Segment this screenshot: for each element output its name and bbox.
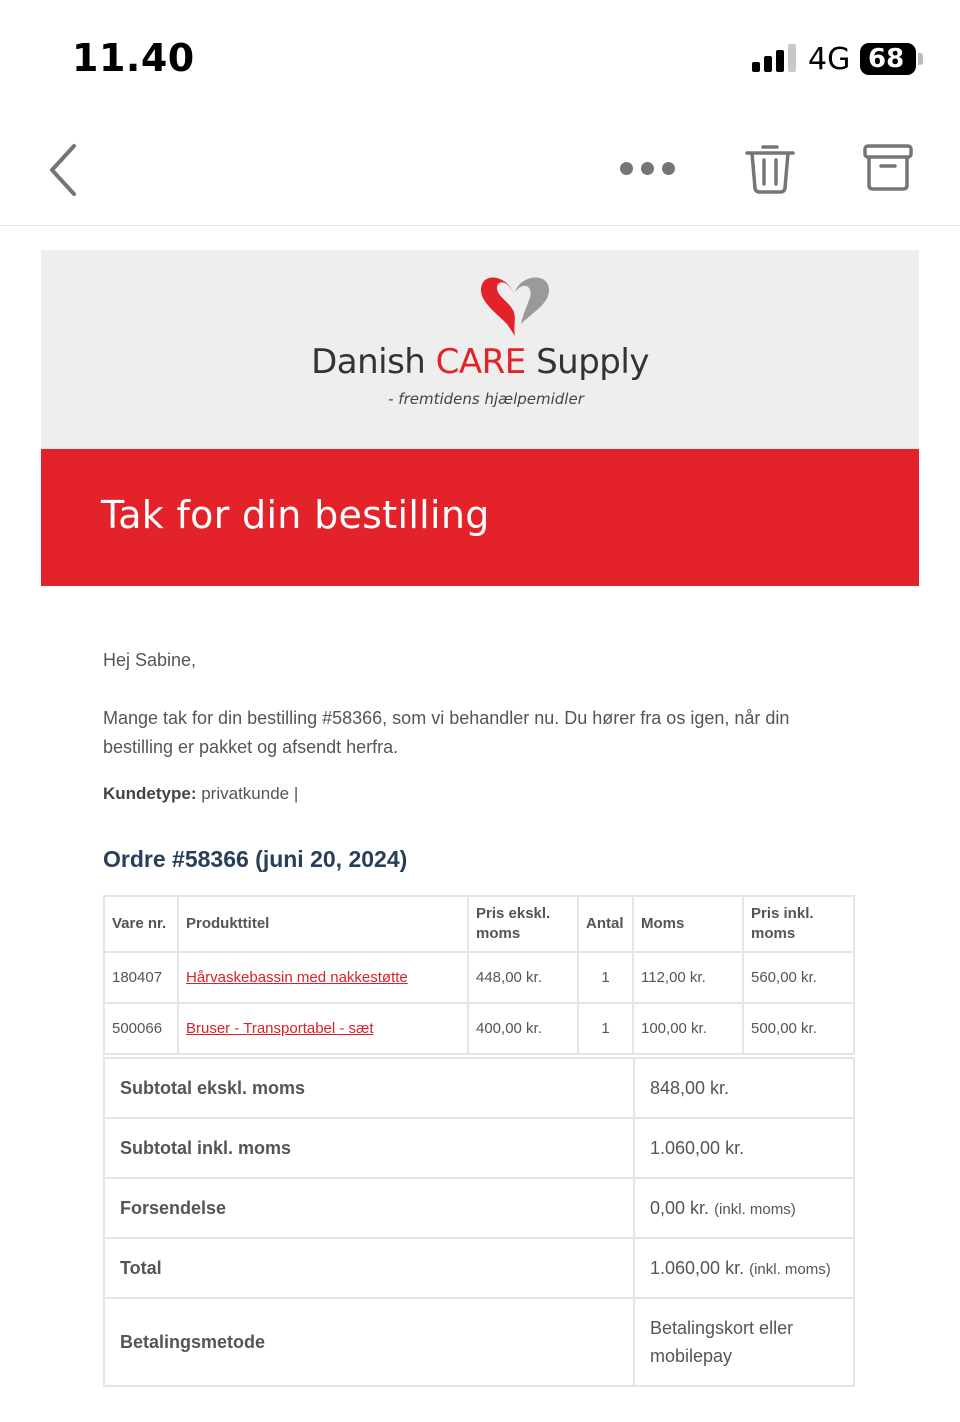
table-header-row bbox=[104, 896, 854, 952]
totals-note: (inkl. moms) bbox=[749, 1260, 831, 1278]
mail-toolbar bbox=[0, 110, 960, 226]
totals-note: (inkl. moms) bbox=[714, 1200, 796, 1218]
hero-title: Tak for din bestilling bbox=[101, 493, 490, 537]
totals-value: 1.060,00 kr. bbox=[634, 1118, 854, 1178]
brand-tagline: - fremtidens hjælpemidler bbox=[388, 390, 584, 408]
totals-value: 0,00 kr. (inkl. moms) bbox=[634, 1178, 854, 1238]
column-header: Produkttitel bbox=[178, 896, 468, 952]
totals-row bbox=[104, 1118, 854, 1178]
battery-icon: 68 bbox=[860, 43, 916, 75]
totals-label: Forsendelse bbox=[104, 1178, 634, 1238]
item-price-incl: 500,00 kr. bbox=[743, 1003, 854, 1054]
totals-label: Betalingsmetode bbox=[104, 1298, 634, 1386]
item-sku: 500066 bbox=[104, 1003, 178, 1054]
item-price-excl: 448,00 kr. bbox=[468, 952, 578, 1003]
customer-type-value: privatkunde | bbox=[196, 784, 299, 803]
column-header: Vare nr. bbox=[104, 896, 178, 952]
item-qty: 1 bbox=[578, 1003, 633, 1054]
column-header: Moms bbox=[633, 896, 743, 952]
totals-row bbox=[104, 1178, 854, 1238]
column-header: Pris inkl. moms bbox=[743, 896, 854, 952]
greeting: Hej Sabine, bbox=[103, 650, 197, 670]
brand-header bbox=[41, 250, 919, 449]
totals-label: Total bbox=[104, 1238, 634, 1298]
product-link[interactable]: Bruser - Transportabel - sæt bbox=[178, 1003, 468, 1054]
order-title: Ordre #58366 (juni 20, 2024) bbox=[103, 846, 408, 872]
totals-value: 1.060,00 kr. (inkl. moms) bbox=[634, 1238, 854, 1298]
message-content bbox=[41, 586, 919, 1387]
order-items-table bbox=[103, 895, 855, 1055]
status-time: 11.40 bbox=[72, 36, 195, 80]
status-bar bbox=[0, 0, 960, 110]
column-header: Antal bbox=[578, 896, 633, 952]
trash-icon[interactable] bbox=[742, 140, 798, 196]
totals-row bbox=[104, 1238, 854, 1298]
item-sku: 180407 bbox=[104, 952, 178, 1003]
network-type: 4G bbox=[808, 42, 851, 77]
totals-value: 848,00 kr. bbox=[634, 1058, 854, 1118]
payment-method-value: Betalingskort eller mobilepay bbox=[634, 1298, 854, 1386]
item-price-excl: 400,00 kr. bbox=[468, 1003, 578, 1054]
email-body bbox=[41, 250, 919, 1387]
chevron-left-icon[interactable] bbox=[44, 140, 84, 200]
item-vat: 100,00 kr. bbox=[633, 1003, 743, 1054]
item-qty: 1 bbox=[578, 952, 633, 1003]
table-row bbox=[104, 1003, 854, 1054]
order-totals-table bbox=[103, 1057, 855, 1387]
totals-label: Subtotal inkl. moms bbox=[104, 1118, 634, 1178]
customer-type bbox=[103, 784, 919, 804]
item-price-incl: 560,00 kr. bbox=[743, 952, 854, 1003]
column-header: Pris ekskl. moms bbox=[468, 896, 578, 952]
product-link[interactable]: Hårvaskebassin med nakkestøtte bbox=[178, 952, 468, 1003]
customer-type-label: Kundetype: bbox=[103, 784, 197, 803]
intro-text: Mange tak for din bestilling #58366, som vi behandler nu. Du hører fra os igen, når din bestilling er pakket og afsendt herfra. bbox=[103, 708, 790, 757]
battery-tip bbox=[918, 53, 923, 65]
more-icon[interactable] bbox=[618, 160, 678, 176]
heart-logo-icon bbox=[477, 266, 553, 338]
item-vat: 112,00 kr. bbox=[633, 952, 743, 1003]
table-row bbox=[104, 952, 854, 1003]
totals-row bbox=[104, 1298, 854, 1386]
brand-name: Danish CARE Supply bbox=[311, 342, 649, 382]
totals-label: Subtotal ekskl. moms bbox=[104, 1058, 634, 1118]
hero-banner bbox=[41, 449, 919, 586]
totals-row bbox=[104, 1058, 854, 1118]
signal-icon bbox=[752, 44, 798, 72]
archive-icon[interactable] bbox=[862, 142, 914, 194]
